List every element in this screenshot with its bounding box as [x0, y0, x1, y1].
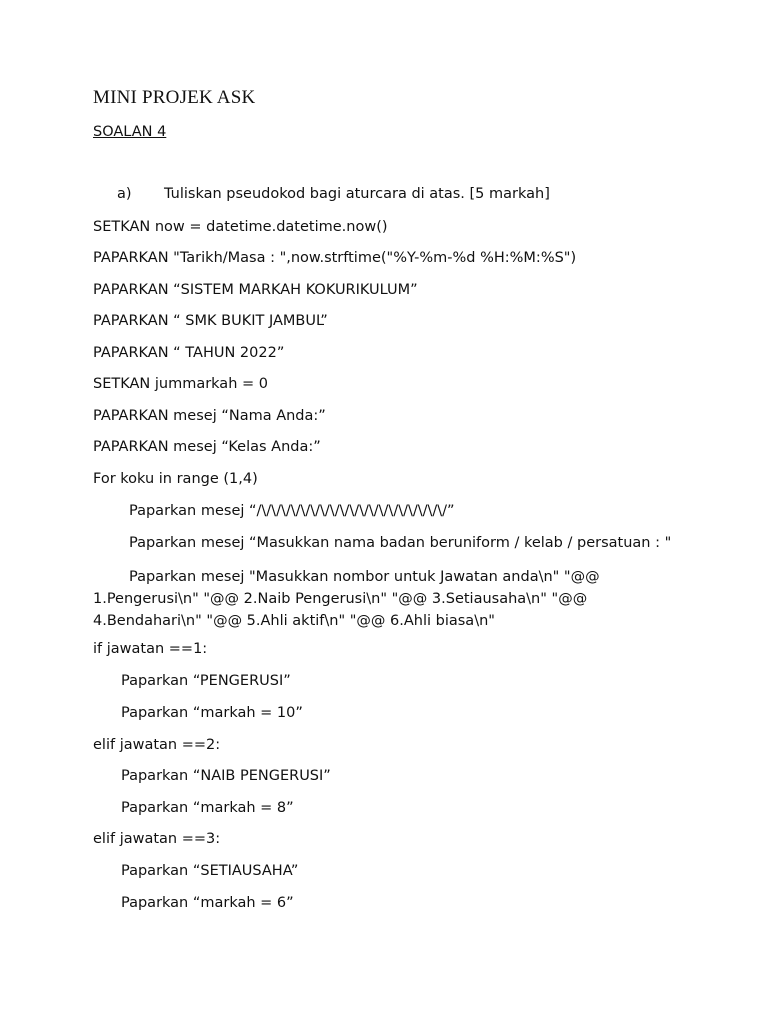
code-line: Paparkan mesej “/\/\/\/\/\/\/\/\/\/\/\/\/\/\/\/\/\/\/\/” — [129, 503, 455, 519]
code-line: elif jawatan ==3: — [93, 831, 221, 847]
code-line: Paparkan “PENGERUSI” — [121, 673, 291, 689]
code-line: PAPARKAN “ TAHUN 2022” — [93, 345, 285, 361]
code-line: Paparkan “markah = 10” — [121, 705, 303, 721]
code-line: if jawatan ==1: — [93, 641, 208, 657]
code-line: Paparkan “markah = 6” — [121, 895, 294, 911]
code-line: PAPARKAN “ SMK BUKIT JAMBUL” — [93, 313, 328, 329]
code-line: For koku in range (1,4) — [93, 471, 258, 487]
question-label: a) — [117, 186, 132, 202]
code-line: PAPARKAN “SISTEM MARKAH KOKURIKULUM” — [93, 282, 418, 298]
code-line: PAPARKAN mesej “Nama Anda:” — [93, 408, 326, 424]
code-line: Paparkan “SETIAUSAHA” — [121, 863, 299, 879]
code-line: PAPARKAN "Tarikh/Masa : ",now.strftime("%Y-%m-%d %H:%M:%S") — [93, 250, 577, 266]
code-line: Paparkan “markah = 8” — [121, 800, 294, 816]
code-line: SETKAN jummarkah = 0 — [93, 376, 268, 392]
code-line-wrapped: Paparkan mesej "Masukkan nombor untuk Jawatan anda\n" "@@ 1.Pengerusi\n" "@@ 2.Naib Pengerusi\n" "@@ 3.Setiausaha\n" "@@ 4.Bendahari\n" "@@ 5.Ahli aktif\n" "@@ 6.Ahli biasa\n" — [93, 569, 600, 629]
question-text: Tuliskan pseudokod bagi aturcara di atas. [5 markah] — [164, 186, 550, 202]
code-line: SETKAN now = datetime.datetime.now() — [93, 219, 388, 235]
code-line: PAPARKAN mesej “Kelas Anda:” — [93, 439, 321, 455]
document-title: MINI PROJEK ASK — [93, 87, 256, 108]
code-line: Paparkan mesej “Masukkan nama badan beruniform / kelab / persatuan : " — [129, 535, 672, 551]
code-line: elif jawatan ==2: — [93, 737, 221, 753]
question-heading: SOALAN 4 — [93, 124, 167, 140]
code-line: Paparkan “NAIB PENGERUSI” — [121, 768, 331, 784]
